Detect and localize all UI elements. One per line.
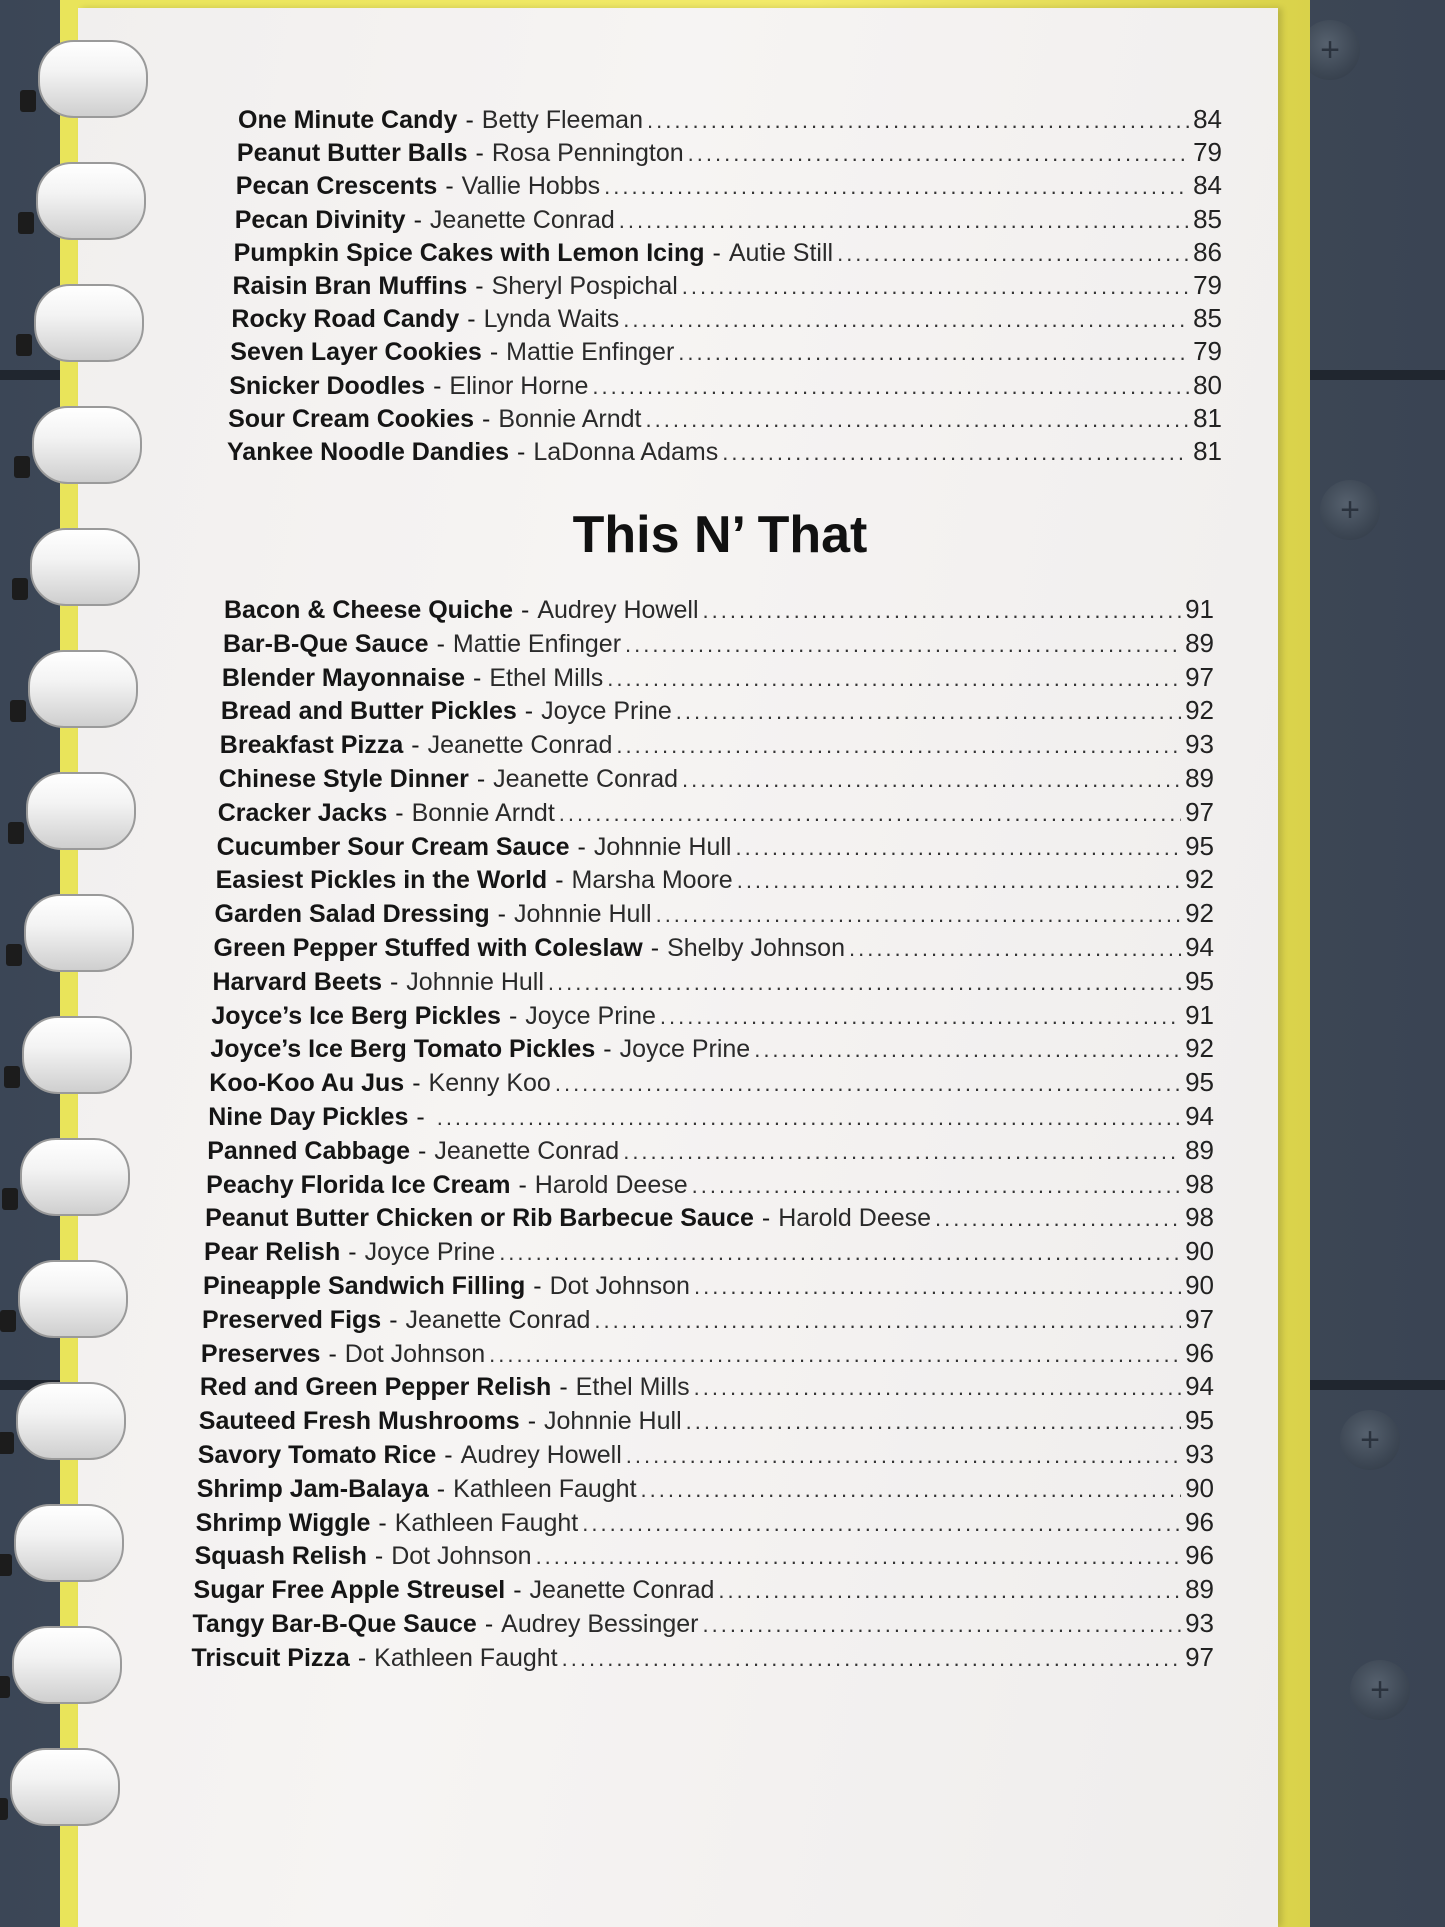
- recipe-author: Rosa Pennington: [491, 139, 684, 168]
- dot-leader: [837, 241, 1189, 267]
- toc-entry: [209, 1067, 1214, 1097]
- title-author-separator: -: [395, 798, 404, 827]
- recipe-title: Preserves: [200, 1339, 321, 1368]
- dot-leader: [702, 1612, 1181, 1638]
- dot-leader: [646, 407, 1190, 433]
- page-number: 90: [1185, 1472, 1214, 1503]
- page-number: 95: [1185, 1405, 1214, 1436]
- section-heading: This N’ That: [572, 506, 868, 564]
- recipe-title: Sour Cream Cookies: [228, 404, 475, 433]
- toc-entry: [205, 1202, 1214, 1232]
- recipe-title: Panned Cabbage: [207, 1136, 411, 1165]
- recipe-title: Yankee Noodle Dandies: [227, 438, 510, 466]
- dot-leader: [688, 141, 1189, 167]
- title-author-separator: -: [465, 106, 474, 134]
- toc-entry: [210, 1033, 1214, 1063]
- recipe-title: One Minute Candy: [238, 106, 458, 134]
- recipe-author: Bonnie Arndt: [498, 404, 642, 433]
- dot-leader: [562, 1646, 1181, 1672]
- dot-leader: [499, 1240, 1181, 1266]
- toc-entry: [204, 1236, 1214, 1266]
- toc-entry: [235, 204, 1222, 234]
- dot-leader: [625, 632, 1181, 658]
- screw-icon: +: [1300, 20, 1360, 80]
- page-number: 89: [1185, 1134, 1214, 1165]
- toc-entry: [194, 1574, 1214, 1604]
- page-number: 94: [1185, 1101, 1214, 1131]
- toc-entry: [230, 336, 1222, 366]
- title-author-separator: -: [389, 1305, 398, 1334]
- recipe-title: Garden Salad Dressing: [214, 900, 490, 929]
- toc-entry: [228, 403, 1222, 433]
- recipe-title: Snicker Doodles: [229, 371, 426, 400]
- recipe-title: Nine Day Pickles: [208, 1103, 409, 1131]
- title-author-separator: -: [473, 663, 482, 692]
- page-number: 81: [1193, 436, 1222, 466]
- recipe-author: Elinor Horne: [449, 371, 589, 400]
- dot-leader: [437, 1105, 1181, 1131]
- toc-entry: [227, 436, 1222, 466]
- title-author-separator: -: [444, 1441, 453, 1469]
- toc-entry: [191, 1642, 1214, 1672]
- recipe-author: Kathleen Faught: [453, 1474, 637, 1503]
- recipe-author: Marsha Moore: [571, 866, 733, 895]
- recipe-author: Kathleen Faught: [374, 1643, 558, 1672]
- recipe-author: Vallie Hobbs: [461, 172, 601, 201]
- recipe-title: Savory Tomato Rice: [197, 1441, 437, 1469]
- page-number: 96: [1185, 1337, 1214, 1368]
- title-author-separator: -: [603, 1035, 612, 1064]
- recipe-title: Bar-B-Que Sauce: [222, 629, 429, 658]
- page-number: 92: [1185, 1033, 1214, 1064]
- recipe-author: Jeanette Conrad: [434, 1136, 620, 1165]
- title-author-separator: -: [389, 967, 399, 996]
- recipe-title: Joyce’s Ice Berg Tomato Pickles: [210, 1035, 596, 1064]
- dot-leader: [678, 340, 1189, 366]
- toc-entry: [201, 1338, 1214, 1368]
- recipe-author: Audrey Howell: [537, 596, 699, 624]
- recipe-title: Peanut Butter Chicken or Rib Barbecue Sauce: [205, 1204, 754, 1233]
- recipe-author: Shelby Johnson: [667, 934, 845, 962]
- recipe-title: Red and Green Pepper Relish: [199, 1373, 552, 1402]
- title-author-separator: -: [527, 1407, 537, 1436]
- title-author-separator: -: [328, 1339, 337, 1368]
- title-author-separator: -: [436, 1474, 446, 1503]
- title-author-separator: -: [445, 172, 454, 201]
- recipe-title: Peachy Florida Ice Cream: [206, 1170, 511, 1199]
- recipe-title: Green Pepper Stuffed with Coleslaw: [213, 934, 643, 962]
- title-author-separator: -: [761, 1204, 771, 1233]
- toc-entry: [200, 1371, 1214, 1401]
- toc-entry: [217, 831, 1214, 861]
- toc-entry: [221, 695, 1214, 725]
- recipe-title: Triscuit Pizza: [191, 1643, 350, 1672]
- recipe-title: Rocky Road Candy: [231, 305, 460, 334]
- recipe-title: Tangy Bar-B-Que Sauce: [192, 1610, 477, 1638]
- dot-leader: [735, 835, 1181, 861]
- page-number: 97: [1185, 796, 1214, 827]
- recipe-title: Chinese Style Dinner: [218, 765, 469, 793]
- title-author-separator: -: [577, 832, 586, 861]
- recipe-author: Kathleen Faught: [394, 1508, 579, 1537]
- page-number: 93: [1185, 729, 1214, 760]
- toc-entry: [229, 370, 1222, 400]
- toc-entry: [193, 1608, 1215, 1638]
- recipe-title: Peanut Butter Balls: [236, 139, 468, 168]
- page-number: 94: [1185, 932, 1214, 962]
- recipe-author: Kenny Koo: [428, 1069, 551, 1098]
- toc-entry: [222, 662, 1214, 692]
- recipe-author: Ethel Mills: [575, 1373, 690, 1402]
- page-number: 98: [1185, 1168, 1214, 1199]
- recipe-author: Jeanette Conrad: [429, 205, 615, 234]
- title-author-separator: -: [650, 934, 660, 962]
- page-number: 91: [1185, 594, 1214, 624]
- title-author-separator: -: [416, 1103, 425, 1131]
- screw-icon: +: [1350, 1660, 1410, 1720]
- recipe-title: Raisin Bran Muffins: [232, 272, 468, 300]
- page-number: 91: [1185, 999, 1214, 1030]
- dot-leader: [686, 1409, 1181, 1435]
- toc-entry: [196, 1507, 1214, 1537]
- title-author-separator: -: [378, 1508, 387, 1537]
- dot-leader: [718, 1578, 1181, 1604]
- page-number: 90: [1185, 1236, 1214, 1267]
- page-number: 79: [1193, 137, 1222, 168]
- recipe-title: Squash Relish: [194, 1542, 367, 1571]
- dot-leader: [694, 1375, 1181, 1401]
- recipe-title: Joyce’s Ice Berg Pickles: [211, 1001, 501, 1030]
- recipe-author: Audrey Bessinger: [501, 1610, 699, 1638]
- title-author-separator: -: [559, 1373, 568, 1402]
- title-author-separator: -: [497, 900, 506, 929]
- toc-entry: [207, 1135, 1214, 1165]
- dot-leader: [754, 1037, 1181, 1063]
- page-number: 89: [1185, 763, 1214, 793]
- recipe-author: Johnnie Hull: [406, 967, 544, 996]
- dot-leader: [692, 1173, 1181, 1199]
- toc-entry: [223, 628, 1214, 658]
- toc-entry: [236, 170, 1222, 200]
- recipe-title: Shrimp Jam-Balaya: [196, 1474, 429, 1503]
- dot-leader: [582, 1511, 1181, 1537]
- recipe-author: Betty Fleeman: [481, 106, 643, 134]
- toc-entry: [233, 270, 1223, 300]
- dot-leader: [656, 902, 1181, 928]
- page-number: 85: [1193, 203, 1222, 234]
- recipe-title: Pear Relish: [204, 1238, 341, 1267]
- page-number: 97: [1185, 661, 1214, 692]
- recipe-author: LaDonna Adams: [533, 438, 719, 466]
- toc-entry: [218, 797, 1214, 827]
- page-number: 92: [1185, 898, 1214, 929]
- page-number: 95: [1185, 830, 1214, 861]
- page-number: 89: [1185, 1574, 1214, 1605]
- toc-entry: [199, 1405, 1214, 1435]
- dot-leader: [935, 1206, 1181, 1232]
- toc-entry: [234, 237, 1222, 267]
- recipe-title: Sugar Free Apple Streusel: [193, 1576, 506, 1605]
- toc-entry: [216, 864, 1214, 894]
- dot-leader: [616, 733, 1181, 759]
- toc-entry: [203, 1270, 1214, 1300]
- toc-entry: [211, 1000, 1214, 1030]
- recipe-author: Jeanette Conrad: [405, 1305, 591, 1334]
- recipe-author: Joyce Prine: [619, 1035, 751, 1064]
- page-number: 93: [1185, 1439, 1214, 1469]
- title-author-separator: -: [520, 596, 530, 624]
- page-number: 92: [1185, 695, 1214, 726]
- recipe-author: Jeanette Conrad: [493, 765, 679, 793]
- recipe-author: Joyce Prine: [541, 697, 672, 726]
- dot-leader: [626, 1443, 1181, 1469]
- recipe-title: Breakfast Pizza: [219, 731, 404, 760]
- dot-leader: [536, 1544, 1182, 1570]
- dot-leader: [703, 598, 1182, 624]
- toc-entry: [214, 932, 1215, 962]
- dot-leader: [559, 801, 1181, 827]
- recipe-author: Johnnie Hull: [513, 900, 652, 929]
- dot-leader: [623, 1139, 1181, 1165]
- recipe-author: Harold Deese: [778, 1204, 932, 1233]
- toc-entry: [208, 1101, 1214, 1131]
- title-author-separator: -: [357, 1643, 367, 1672]
- recipe-author: Joyce Prine: [364, 1238, 496, 1267]
- recipe-author: Harold Deese: [534, 1170, 688, 1199]
- toc-entry: [231, 303, 1222, 333]
- recipe-author: Lynda Waits: [483, 305, 620, 334]
- toc-entry: [212, 966, 1214, 996]
- title-author-separator: -: [436, 629, 445, 658]
- toc-entry: [238, 104, 1222, 134]
- page-number: 96: [1185, 1540, 1214, 1571]
- recipe-author: Johnnie Hull: [593, 832, 732, 861]
- page-number: 79: [1193, 270, 1222, 300]
- dot-leader: [647, 108, 1189, 134]
- page-number: 95: [1185, 965, 1214, 996]
- recipe-author: Jeanette Conrad: [529, 1576, 715, 1605]
- recipe-title: Koo-Koo Au Jus: [209, 1069, 405, 1098]
- title-author-separator: -: [518, 1170, 527, 1199]
- title-author-separator: -: [413, 205, 422, 234]
- title-author-separator: -: [374, 1542, 384, 1571]
- dot-leader: [548, 970, 1181, 996]
- page-number: 97: [1185, 1303, 1214, 1334]
- page-number: 84: [1193, 170, 1222, 201]
- page-number: 96: [1185, 1506, 1214, 1537]
- recipe-title: Bacon & Cheese Quiche: [224, 596, 513, 624]
- toc-entry: [224, 594, 1214, 624]
- dot-leader: [604, 174, 1189, 200]
- dot-leader: [682, 767, 1181, 793]
- title-author-separator: -: [513, 1576, 522, 1605]
- recipe-author: Mattie Enfinger: [452, 629, 622, 658]
- dot-leader: [682, 274, 1189, 300]
- recipe-author: Sheryl Pospichal: [491, 272, 678, 300]
- page-number: 89: [1185, 627, 1214, 658]
- toc-entry: [197, 1473, 1214, 1503]
- dot-leader: [849, 936, 1181, 962]
- recipe-title: Pumpkin Spice Cakes with Lemon Icing: [233, 238, 705, 267]
- title-author-separator: -: [348, 1238, 357, 1267]
- toc-entry: [220, 729, 1214, 759]
- dot-leader: [607, 666, 1181, 692]
- dot-leader: [592, 374, 1189, 400]
- dot-leader: [694, 1274, 1181, 1300]
- page-number: 93: [1185, 1608, 1214, 1638]
- page-number: 92: [1185, 864, 1214, 895]
- page-number: 79: [1193, 336, 1222, 367]
- recipe-author: Bonnie Arndt: [411, 798, 555, 827]
- toc-entry: [198, 1439, 1214, 1469]
- title-author-separator: -: [475, 272, 484, 300]
- recipe-author: Johnnie Hull: [544, 1407, 682, 1436]
- title-author-separator: -: [555, 866, 564, 895]
- recipe-author: Dot Johnson: [391, 1542, 532, 1571]
- recipe-title: Preserved Figs: [201, 1305, 382, 1334]
- dot-leader: [676, 699, 1181, 725]
- title-author-separator: -: [524, 697, 534, 726]
- recipe-title: Bread and Butter Pickles: [220, 697, 517, 726]
- recipe-title: Pecan Crescents: [235, 172, 438, 201]
- page-number: 85: [1193, 303, 1222, 334]
- recipe-author: Autie Still: [728, 238, 834, 267]
- page-number: 94: [1185, 1371, 1214, 1402]
- page-number: 80: [1193, 369, 1222, 400]
- title-author-separator: -: [476, 765, 486, 793]
- recipe-title: Cucumber Sour Cream Sauce: [216, 832, 570, 861]
- page-number: 81: [1193, 402, 1222, 433]
- recipe-author: Mattie Enfinger: [506, 338, 675, 367]
- toc-entry: [195, 1540, 1214, 1570]
- toc-entry: [219, 763, 1214, 793]
- recipe-author: Audrey Howell: [460, 1441, 622, 1469]
- recipe-author: Dot Johnson: [549, 1272, 690, 1300]
- title-author-separator: -: [484, 1610, 494, 1638]
- recipe-author: Joyce Prine: [525, 1001, 656, 1030]
- recipe-title: Harvard Beets: [212, 967, 382, 996]
- dot-leader: [623, 307, 1189, 333]
- page-number: 95: [1185, 1067, 1214, 1098]
- page-number: 97: [1185, 1641, 1214, 1672]
- dot-leader: [641, 1477, 1182, 1503]
- title-author-separator: -: [475, 139, 484, 168]
- recipe-title: Pecan Divinity: [234, 205, 406, 234]
- dot-leader: [619, 208, 1189, 234]
- recipe-title: Cracker Jacks: [217, 798, 388, 827]
- title-author-separator: -: [482, 404, 491, 433]
- recipe-title: Easiest Pickles in the World: [215, 866, 548, 895]
- dot-leader: [594, 1308, 1181, 1334]
- page-number: 98: [1185, 1202, 1214, 1233]
- toc-entry: [202, 1304, 1214, 1334]
- title-author-separator: -: [411, 731, 420, 760]
- title-author-separator: -: [433, 371, 442, 400]
- dot-leader: [737, 868, 1181, 894]
- title-author-separator: -: [489, 338, 499, 367]
- dot-leader: [555, 1071, 1181, 1097]
- title-author-separator: -: [418, 1136, 427, 1165]
- dot-leader: [722, 440, 1189, 466]
- recipe-author: Dot Johnson: [344, 1339, 486, 1368]
- page-number: 90: [1185, 1270, 1214, 1300]
- toc-entry: [215, 898, 1214, 928]
- screw-icon: +: [1320, 480, 1380, 540]
- recipe-title: Sauteed Fresh Mushrooms: [198, 1407, 520, 1436]
- title-author-separator: -: [412, 1069, 421, 1098]
- recipe-author: Jeanette Conrad: [427, 731, 613, 760]
- page-number: 86: [1193, 236, 1222, 267]
- title-author-separator: -: [517, 438, 526, 466]
- dot-leader: [660, 1004, 1181, 1030]
- recipe-title: Pineapple Sandwich Filling: [203, 1272, 526, 1300]
- toc-entry: [237, 137, 1222, 167]
- recipe-title: Seven Layer Cookies: [230, 338, 482, 367]
- recipe-title: Blender Mayonnaise: [221, 663, 466, 692]
- dot-leader: [489, 1342, 1181, 1368]
- screw-icon: +: [1340, 1410, 1400, 1470]
- title-author-separator: -: [508, 1001, 518, 1030]
- title-author-separator: -: [712, 238, 721, 267]
- page-number: 84: [1193, 104, 1222, 134]
- recipe-title: Shrimp Wiggle: [195, 1508, 371, 1537]
- toc-entry: [206, 1169, 1214, 1199]
- title-author-separator: -: [533, 1272, 542, 1300]
- title-author-separator: -: [467, 305, 476, 334]
- recipe-author: Ethel Mills: [489, 663, 604, 692]
